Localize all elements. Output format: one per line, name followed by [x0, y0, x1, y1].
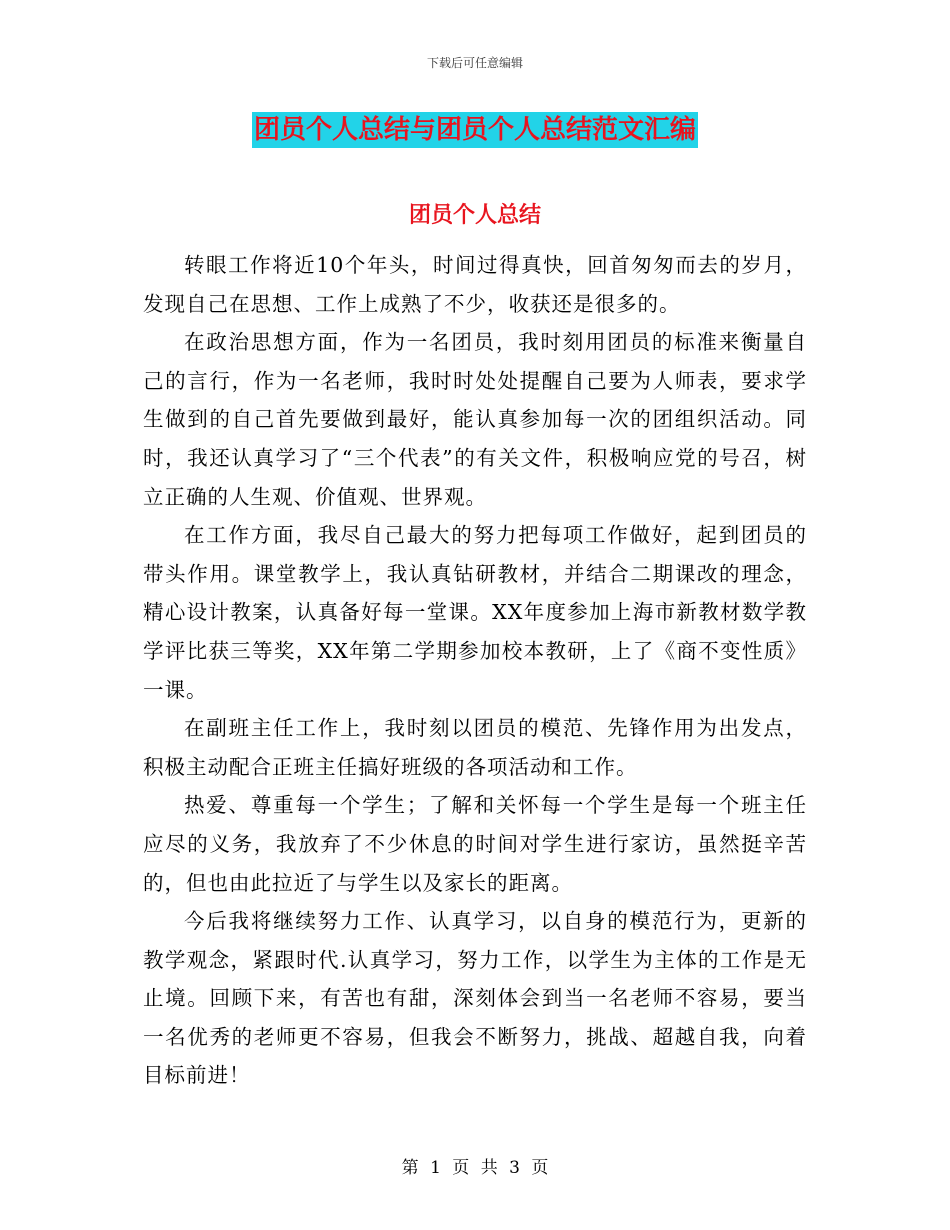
paragraph: 转眼工作将近10个年头，时间过得真快，回首匆匆而去的岁月，发现自己在思想、工作上成熟了不少，收获还是很多的。	[143, 253, 807, 316]
paragraph: 今后我将继续努力工作、认真学习，以自身的模范行为，更新的教学观念，紧跟时代.认真学习，努力工作，以学生为主体的工作是无止境。回顾下来，有苦也有甜，深刻体会到当一名老师不容易，要当一名优秀的老师更不容易，但我会不断努力，挑战、超越自我，向着目标前进！	[143, 909, 807, 1088]
paragraph: 热爱、尊重每一个学生；了解和关怀每一个学生是每一个班主任应尽的义务，我放弃了不少休息的时间对学生进行家访，虽然挺辛苦的，但也由此拉近了与学生以及家长的距离。	[143, 793, 807, 895]
paragraph: 在政治思想方面，作为一名团员，我时刻用团员的标准来衡量自己的言行，作为一名老师，我时时处处提醒自己要为人师表，要求学生做到的自己首先要做到最好，能认真参加每一次的团组织活动。同时，我还认真学习了“三个代表”的有关文件，积极响应党的号召，树立正确的人生观、价值观、世界观。	[143, 330, 807, 509]
paragraph: 在副班主任工作上，我时刻以团员的模范、先锋作用为出发点，积极主动配合正班主任搞好班级的各项活动和工作。	[143, 716, 807, 779]
header-note: 下载后可任意编辑	[426, 56, 523, 70]
document-body	[143, 246, 807, 1095]
paragraph: 在工作方面，我尽自己最大的努力把每项工作做好，起到团员的带头作用。课堂教学上，我认真钻研教材，并结合二期课改的理念，精心设计教案，认真备好每一堂课。XX年度参加上海市新教材数学教学评比获三等奖，XX年第二学期参加校本教研，上了《商不变性质》一课。	[143, 523, 807, 702]
page-footer: 第 1 页 共 3 页	[401, 1158, 549, 1178]
main-title-container	[0, 112, 950, 148]
main-title: 团员个人总结与团员个人总结范文汇编	[252, 112, 698, 148]
section-title: 团员个人总结	[408, 203, 541, 228]
